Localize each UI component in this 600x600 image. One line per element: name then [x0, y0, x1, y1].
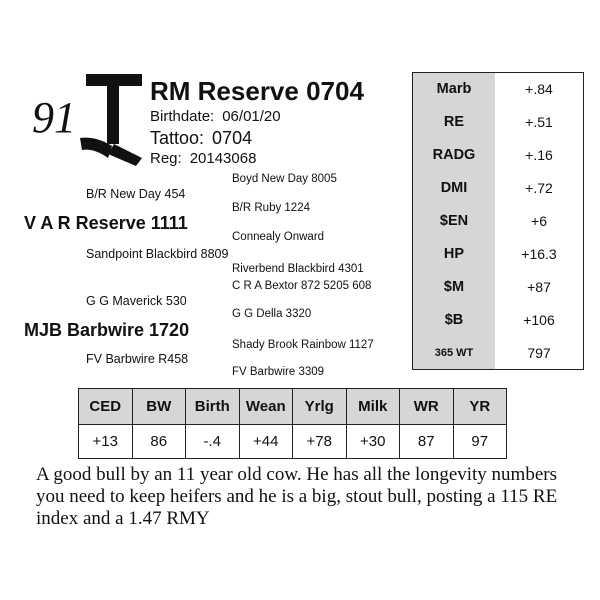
- reg-line: [150, 150, 256, 167]
- birthdate-value: 06/01/20: [222, 108, 281, 125]
- epd-label: RADG: [432, 147, 476, 164]
- tattoo-label: Tattoo:: [150, 128, 205, 148]
- performance-value-row: [79, 425, 507, 459]
- pedigree-sire-sire-dam: B/R Ruby 1224: [232, 202, 310, 214]
- pedigree-dam-dam-dam: FV Barbwire 3309: [232, 366, 325, 378]
- epd-label: Marb: [436, 81, 472, 98]
- epd-value: +16.3: [521, 245, 557, 262]
- pedigree-sire-dam: Sandpoint Blackbird 8809: [86, 247, 229, 261]
- epd-labels-column: [413, 73, 495, 369]
- perf-value: 97: [453, 425, 507, 459]
- pedigree-dam-dam-sire: Shady Brook Rainbow 1127: [232, 339, 374, 351]
- perf-header: WR: [400, 389, 454, 425]
- pedigree-sire-dam-dam: Riverbend Blackbird 4301: [232, 263, 364, 275]
- pedigree-dam-sire-dam: G G Della 3320: [232, 308, 312, 320]
- pedigree-sire-dam-sire: Connealy Onward: [232, 231, 325, 243]
- reg-label: Reg:: [150, 150, 182, 167]
- epd-label: HP: [443, 245, 465, 262]
- epd-value: +87: [527, 278, 551, 295]
- pedigree-dam: MJB Barbwire 1720: [24, 320, 190, 340]
- epd-label: $B: [444, 311, 464, 328]
- perf-value: 87: [400, 425, 454, 459]
- pedigree-sire-sire-sire: Boyd New Day 8005: [232, 173, 337, 185]
- perf-value: +44: [239, 425, 293, 459]
- perf-header: Yrlg: [293, 389, 347, 425]
- performance-table: [78, 388, 507, 459]
- epd-value: +.16: [525, 147, 553, 164]
- pedigree-dam-sire: G G Maverick 530: [86, 294, 187, 308]
- epd-value: +.84: [525, 81, 553, 98]
- epd-values-column: [495, 73, 583, 369]
- pedigree-sire: V A R Reserve 1111: [24, 213, 188, 233]
- bull-name: RM Reserve 0704: [150, 76, 364, 106]
- birthdate-label: Birthdate:: [150, 108, 215, 125]
- perf-value: +78: [293, 425, 347, 459]
- epd-value: +6: [531, 213, 547, 229]
- perf-header: YR: [453, 389, 507, 425]
- perf-value: 86: [132, 425, 186, 459]
- birthdate-line: [150, 108, 281, 125]
- epd-panel: [412, 72, 584, 370]
- epd-value: +106: [523, 311, 555, 328]
- pedigree-sire-sire: B/R New Day 454: [86, 187, 186, 201]
- lot-comment: A good bull by an 11 year old cow. He has all the longevity numbers you need to keep heifers and he is a big, stout bull, posting a 115 RE index and a 1.47 RMY: [36, 464, 558, 529]
- reg-value: 20143068: [189, 150, 257, 167]
- tattoo-line: [150, 128, 252, 149]
- epd-value: 797: [527, 344, 551, 361]
- perf-value: -.4: [186, 425, 240, 459]
- pedigree-dam-dam: FV Barbwire R458: [86, 352, 189, 366]
- perf-header: Wean: [239, 389, 293, 425]
- epd-value: +.72: [525, 180, 553, 197]
- epd-label: $M: [443, 278, 465, 295]
- epd-value: +.51: [525, 114, 553, 131]
- perf-header: Birth: [186, 389, 240, 425]
- pedigree-dam-sire-sire: C R A Bextor 872 5205 608: [232, 280, 372, 292]
- lot-number: 91: [32, 93, 76, 142]
- performance-header-row: [79, 389, 507, 425]
- tattoo-value: 0704: [212, 128, 253, 148]
- epd-label: $EN: [439, 213, 469, 229]
- epd-label: RE: [443, 114, 465, 131]
- perf-header: CED: [79, 389, 133, 425]
- epd-label: DMI: [440, 180, 468, 197]
- perf-value: +13: [79, 425, 133, 459]
- perf-value: +30: [346, 425, 400, 459]
- epd-label: 365 WT: [434, 346, 474, 359]
- brand-mark-icon: [78, 72, 148, 168]
- perf-header: BW: [132, 389, 186, 425]
- perf-header: Milk: [346, 389, 400, 425]
